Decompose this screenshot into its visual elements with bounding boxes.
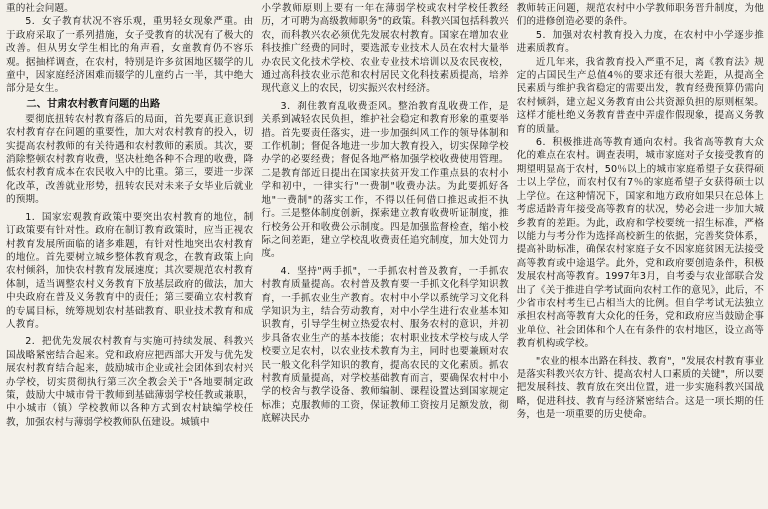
column-3	[517, 2, 764, 509]
section-heading: 二、甘肃农村教育问题的出路	[26, 98, 161, 110]
paragraph: 教师转正问题，规范农村中小学教师职务晋升制度，为他们的进修创造必要的条件。	[516, 3, 764, 28]
paragraph: 要彻底扭转农村教育落后的局面，首先要真正意识到农村教育存在问题的重要性，加大对农村教育的投入，切实提高农村教师的有关待遇和农村教师的素质。其次，要消除整顿农村教育收费，坚决杜绝各种不合理的收费，降低农村教育成本在农民收入中的比重。第三，要进一步深化改革，改善就业形势，扭转农民对未来子女毕业后就业的预期。	[6, 113, 254, 206]
paragraph: 近几年来，我省教育投入严重不足，离《教育法》规定的占国民生产总值4％的要求还有很大差距，从提高全民素质与维护我省稳定的需要出发，教育经费预算仍需向农村倾斜，建立起义务教育由公共资源负担的原则框架。这样才能杜绝义务教育普查中弄虚作假现象，提高义务教育的质量。	[516, 56, 764, 135]
column-2	[261, 2, 508, 509]
paragraph: 2．把优先发展农村教育与实施可持续发展、科教兴国战略紧密结合起来。党和政府应把西部大开发与优先发展农村教育结合起来，鼓励城市企业或社会团体到农村兴办学校，切实贯彻执行第三次全教会关于"各地要制定政策，鼓励大中城市骨干教师到基础薄弱学校任教或兼职，中小城市（镇）学校教师以各种方式到农村缺编学校任教，加强农村与薄弱学校教师队伍建设。城镇中	[6, 336, 254, 428]
column-1	[6, 2, 253, 509]
paragraph: "农业的根本出路在科技、教育"，"发展农村教育事业是落实科教兴农方针、提高农村人口素质的关键"，所以要把发展科技、教育放在突出位置，进一步实施科教兴国战略，促进科技、教育与经济紧密结合。这是一项长期的任务，也是一项重要的历史使命。	[516, 355, 764, 421]
paragraph: 小学教师原则上要有一年在薄弱学校或农村学校任教经历，才可聘为高级教师职务"的政策。科教兴国包括科教兴农，而科教兴农必须优先发展农村教育。国家在增加农业科技推广经费的同时，要选派专业技术人员在农村大量举办农民文化技术学校、农业专业技术培训以及农民夜校，通过高科技农业示范和农村居民文化科技素质提高，培养现代意义上的农民，切实振兴农村经济。	[261, 3, 509, 95]
paragraph: 6．积极推进高等教育通向农村。我省高等教育大众化的难点在农村。调查表明，城市家庭对子女接受教育的期望明显高于农村，50％以上的城市家庭希望子女获得硕士以上学位，而农村仅有7％的家庭希望子女获得硕士以上学位。在这种情况下，国家和地方政府如果只在总体上考虑适龄青年接受高等教育的状况，势必会进一步加大城乡教育的差距。为此，政府和学校要统一招生标准，严格以能力与考分作为选择高校新生的依据，完善奖贷体系，提高补助标准，确保农村家庭子女不因家庭贫困无法接受高等教育或中途退学。此外，党和政府要创造条件，积极发展农村高等教育。1997年3月，自考委与农业部联合发出了《关于推进自学考试面向农村工作的意见》，此后，不少省市农村考生已占相当大的比例。但自学考试无法独立承担农村高等教育大众化的任务，党和政府应当鼓励企事业单位、社会团体和个人在有条件的农村地区，设立高等教育机构或学校。	[516, 137, 764, 350]
paragraph: 5．加强对农村教育投入力度，在农村中小学逐步推进素质教育。	[516, 29, 764, 55]
paragraph: 5．女子教育状况不容乐观，重男轻女现象严重。由于政府采取了一系列措施，女子受教育的状况有了极大的改善。但从男女学生相比的角声看，女童教育仍不容乐观。据抽样调查，在农村，特别是许多贫困地区辍学的儿童中，因家庭经济困难而辍学的儿童约占一半，其中绝大部分是女生。	[6, 16, 254, 95]
paragraph: 4．坚持"两手抓"，一手抓农村普及教育，一手抓农村教育质量提高。农村普及教育要一手抓文化科学知识教育，一手抓农业生产教育。农村中小学以系统学习文化科学知识为主，结合劳动教育，对中小学生进行农业基本知识教育，引导学生树立热爱农村、服务农村的意识，并初步具备农业生产的基本技能；农村职业技术学校与成人学校要立足农村，以农业技术教育为主，同时也要兼顾对农民一般文化科学知识的教育，提高农民的文化素质。抓农村教育质量提高，对学校基础教育而言，要确保农村中小学的校舍与教学设备、教师编制、课程设置达到国家规定标准；克服教师的工资，保证教师工资按月足额发放，彻底解决民办	[261, 265, 509, 425]
paragraph: 重的社会问题。	[6, 3, 74, 14]
paragraph: 3．刹住教育乱收费歪风。整治教育乱收费工作，是关系到减轻农民负担，维护社会稳定和教育形象的重要举措。首先要责任落实，进一步加强纠风工作的领导体制和工作机制；督促各地进一步加大教育投入，切实保障学校办学的必要经费；督促各地严格加强学校收费使用管理。二是教育部近日提出在国家扶贫开发工作重点县的农村小学和初中，一律实行"一费制"收费办法。为此要抓好各地"一费制"的落实工作，不得以任何借口推迟或拒不执行。三是整体制度创新，探索建立教育收费听证制度，推行校务公开和收费公示制度。四是加强监督检查，缩小校际之间差距，建立学校乱收费责任追究制度，加大处罚力度。	[261, 100, 509, 260]
paragraph: 1．国家宏观教育政策中要突出农村教育的地位，制订政策要有针对性。政府在制订教育政策时，应当正视农村教育发展所面临的诸多难题，有针对性地突出农村教育的地位。首先要树立城乡整体教育观念，在教育政策上向农村倾斜，加快农村教育发展速度；其次要规范农村教育体制，适当调整农村义务教育下放基层政府的做法，加大中央政府在普及义务教育中的责任；第三要确立农村教育的专属目标，统筹规划农村基础教育、职业技术教育和成人教育。	[6, 211, 254, 330]
